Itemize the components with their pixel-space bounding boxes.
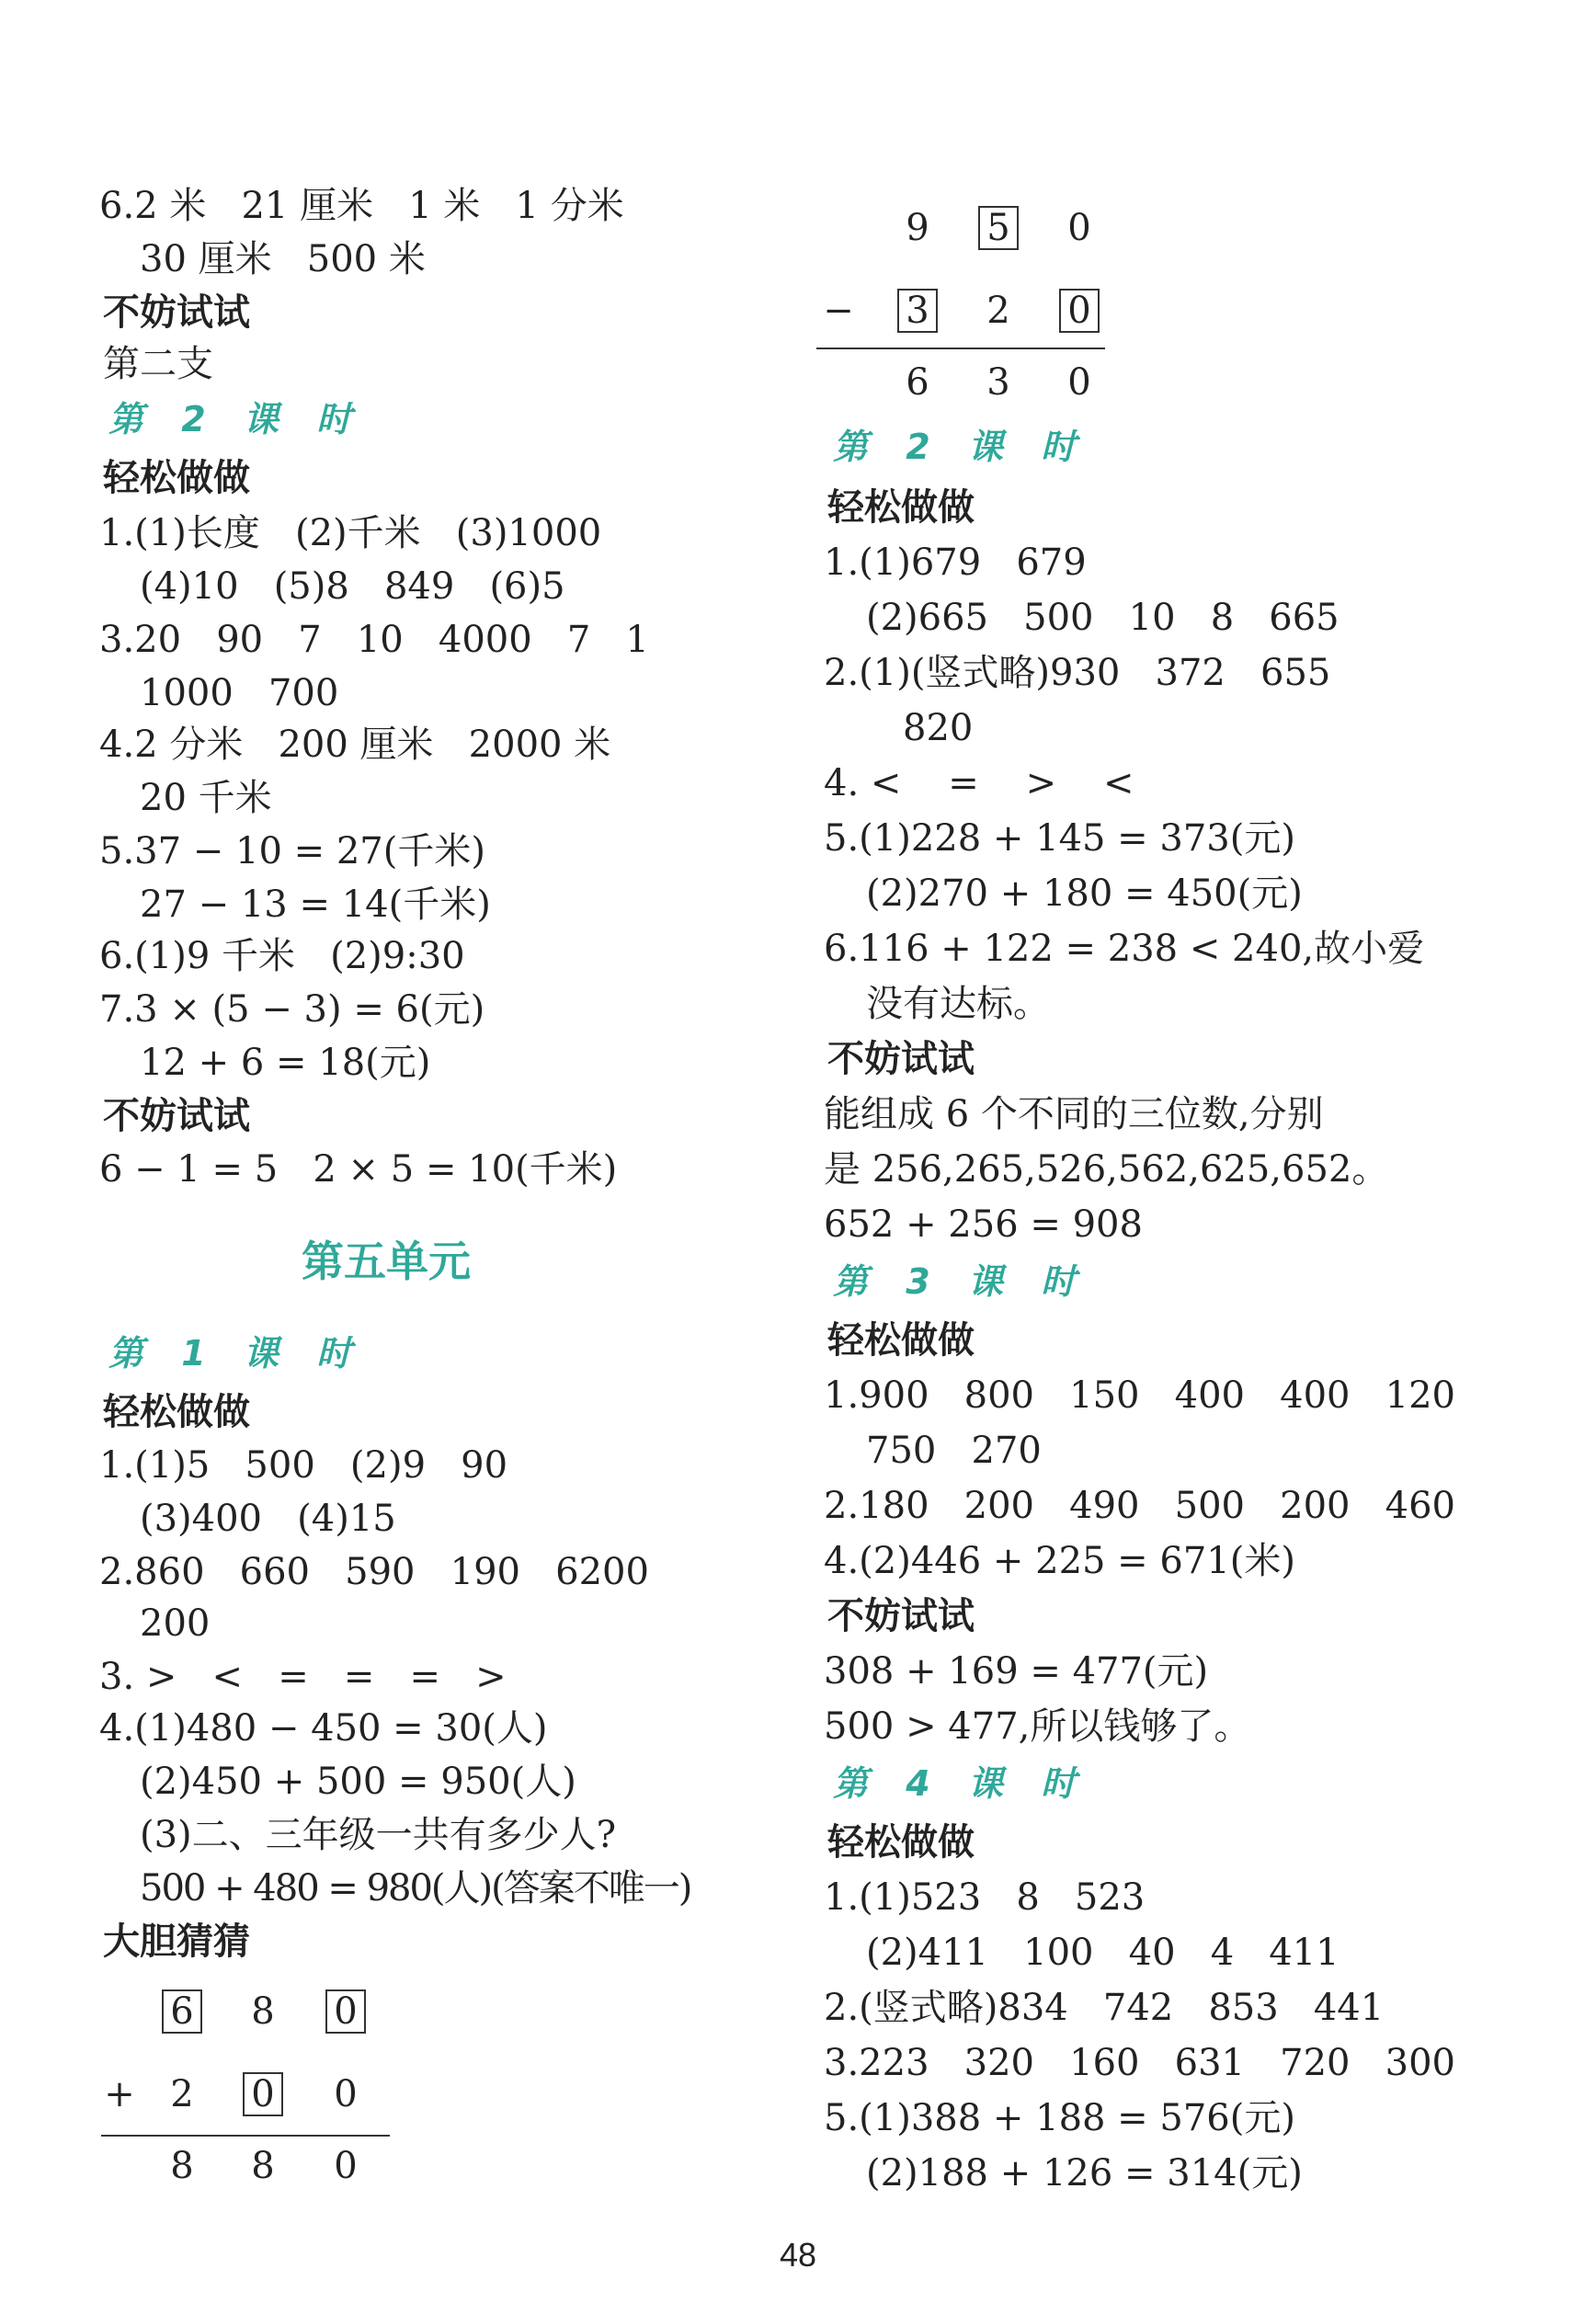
answer-line: 4.(2)446 + 225 = 671(米) xyxy=(824,1540,1295,1582)
section-heading: 轻松做做 xyxy=(827,486,975,529)
answer-line: 200 xyxy=(140,1602,211,1645)
answer-line: 3.20 90 7 10 4000 7 1 xyxy=(99,619,649,661)
digit: 0 xyxy=(334,2145,358,2187)
lesson-heading: 第 1 课 时 xyxy=(108,1333,365,1374)
answer-line: (2)270 + 180 = 450(元) xyxy=(866,872,1303,915)
operator: − xyxy=(823,290,854,332)
digit: 3 xyxy=(986,361,1010,404)
lesson-heading: 第 4 课 时 xyxy=(833,1763,1089,1804)
digit-box: 3 xyxy=(899,291,936,331)
digit-box: 6 xyxy=(164,1991,200,2032)
digit: 0 xyxy=(1067,361,1091,404)
answer-line: 3. > < = = = > xyxy=(99,1656,507,1698)
answer-line: 6.116 + 122 = 238 < 240,故小爱 xyxy=(824,928,1425,970)
digit: 8 xyxy=(170,2145,194,2187)
lesson-heading: 第 2 课 时 xyxy=(108,399,365,439)
digit: 9 xyxy=(906,207,929,249)
digit: 8 xyxy=(251,2145,275,2187)
answer-line: (2)450 + 500 = 950(人) xyxy=(140,1761,576,1803)
answer-line: 750 270 xyxy=(866,1430,1042,1472)
digit: 8 xyxy=(251,1990,275,2033)
answer-line: 5.(1)228 + 145 = 373(元) xyxy=(824,817,1295,860)
section-heading: 不妨试试 xyxy=(103,291,250,334)
digit: 0 xyxy=(1067,207,1091,249)
unit-title: 第五单元 xyxy=(302,1237,471,1286)
answer-line: 27 − 13 = 14(千米) xyxy=(140,883,491,926)
answer-line: 4.(1)480 − 450 = 30(人) xyxy=(99,1707,548,1750)
answer-line: 1.(1)5 500 (2)9 90 xyxy=(99,1444,508,1487)
answer-line: 第二支 xyxy=(103,343,213,385)
answer-line: 没有达标。 xyxy=(866,983,1050,1025)
answer-line: 308 + 169 = 477(元) xyxy=(824,1650,1209,1693)
answer-line: 能组成 6 个不同的三位数,分别 xyxy=(824,1093,1324,1135)
answer-line: 6 − 1 = 5 2 × 5 = 10(千米) xyxy=(99,1148,618,1191)
answer-line: (4)10 (5)8 849 (6)5 xyxy=(140,565,565,608)
answer-line: 1.(1)523 8 523 xyxy=(824,1876,1146,1919)
answer-line: (3)400 (4)15 xyxy=(140,1498,396,1540)
answer-line: 4.2 分米 200 厘米 2000 米 xyxy=(99,724,611,766)
answer-line: (2)411 100 40 4 411 xyxy=(866,1932,1340,1974)
difference-line xyxy=(816,348,1105,349)
digit: 0 xyxy=(334,2073,358,2115)
digit-box: 0 xyxy=(245,2074,281,2115)
digit-box: 5 xyxy=(980,208,1017,248)
digit: 2 xyxy=(170,2073,194,2115)
digit-box: 0 xyxy=(327,1991,364,2032)
digit-box: 0 xyxy=(1061,291,1098,331)
answer-line: 12 + 6 = 18(元) xyxy=(140,1042,431,1084)
section-heading: 不妨试试 xyxy=(827,1038,975,1080)
answer-line: 1.900 800 150 400 400 120 xyxy=(824,1374,1455,1417)
answer-line: 7.3 × (5 − 3) = 6(元) xyxy=(99,988,485,1031)
answer-line: 1.(1)长度 (2)千米 (3)1000 xyxy=(99,512,602,554)
sum-line xyxy=(101,2135,390,2137)
section-heading: 轻松做做 xyxy=(103,1391,250,1433)
section-heading: 轻松做做 xyxy=(827,1821,975,1864)
answer-line: 2.(1)(竖式略)930 372 655 xyxy=(824,652,1331,694)
answer-line: 652 + 256 = 908 xyxy=(824,1203,1143,1246)
operator: + xyxy=(104,2073,135,2115)
answer-line: 30 厘米 500 米 xyxy=(140,238,426,280)
section-heading: 轻松做做 xyxy=(827,1319,975,1362)
answer-line: 3.223 320 160 631 720 300 xyxy=(824,2042,1455,2084)
answer-line: 2.(竖式略)834 742 853 441 xyxy=(824,1987,1385,2029)
answer-line: 20 千米 xyxy=(140,777,272,819)
digit: 6 xyxy=(906,361,929,404)
answer-line: 6.2 米 21 厘米 1 米 1 分米 xyxy=(99,185,624,227)
answer-line: 5.37 − 10 = 27(千米) xyxy=(99,830,485,872)
lesson-heading: 第 3 课 时 xyxy=(833,1261,1089,1302)
answer-line: 4. < = > < xyxy=(824,762,1134,804)
answer-line: 500 > 477,所以钱够了。 xyxy=(824,1705,1251,1748)
answer-line: 500 + 480 = 980(人)(答案不唯一) xyxy=(140,1867,691,1909)
answer-line: 1.(1)679 679 xyxy=(824,541,1087,584)
section-heading: 轻松做做 xyxy=(103,457,250,499)
section-heading: 大胆猜猜 xyxy=(103,1921,250,1963)
answer-line: 6.(1)9 千米 (2)9:30 xyxy=(99,935,465,977)
answer-line: 是 256,265,526,562,625,652。 xyxy=(824,1148,1389,1191)
answer-line: (2)188 + 126 = 314(元) xyxy=(866,2152,1303,2194)
page-number: 48 xyxy=(779,2236,817,2274)
answer-line: 2.180 200 490 500 200 460 xyxy=(824,1485,1455,1527)
answer-line: 1000 700 xyxy=(140,672,339,714)
answer-line: 820 xyxy=(903,707,974,749)
section-heading: 不妨试试 xyxy=(827,1595,975,1637)
answer-line: 2.860 660 590 190 6200 xyxy=(99,1551,649,1593)
answer-line: (2)665 500 10 8 665 xyxy=(866,597,1340,639)
digit: 2 xyxy=(986,290,1010,332)
lesson-heading: 第 2 课 时 xyxy=(833,427,1089,467)
answer-line: 5.(1)388 + 188 = 576(元) xyxy=(824,2097,1295,2139)
section-heading: 不妨试试 xyxy=(103,1095,250,1137)
answer-line: (3)二、三年级一共有多少人? xyxy=(140,1814,617,1856)
